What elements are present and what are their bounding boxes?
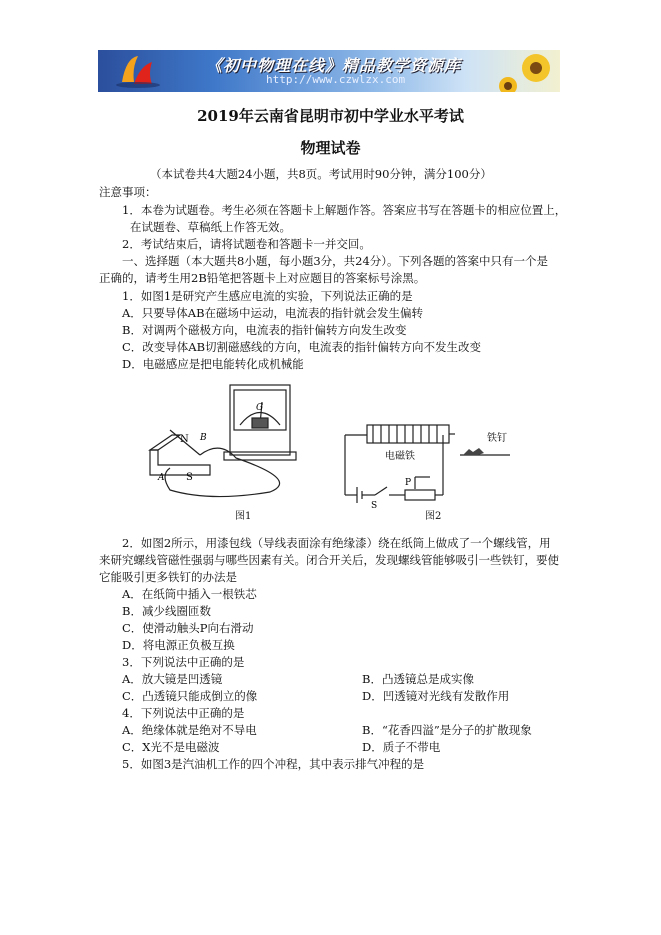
fig2-label-s: S	[371, 501, 378, 510]
q2-stem-1: 2．如图2所示，用漆包线（导线表面涂有绝缘漆）绕在纸筒上做成了一个螺线管，用	[122, 536, 551, 550]
q3-option-c: C．凸透镜只能成倒立的像	[122, 689, 258, 703]
fig1-label-b: B	[200, 433, 207, 443]
fig2-caption: 图2	[425, 511, 442, 522]
note-1-cont: 在试题卷、草稿纸上作答无效。	[130, 220, 291, 234]
section-intro: 一、选择题（本大题共8小题，每小题3分，共24分）。下列各题的答案中只有一个是	[122, 254, 549, 268]
q1-option-d: D．电磁感应是把电能转化成机械能	[122, 357, 304, 371]
q4-option-d: D．质子不带电	[362, 740, 441, 754]
q3-option-a: A．放大镜是凹透镜	[122, 672, 223, 686]
q1-option-b: B．对调两个磁极方向，电流表的指针偏转方向发生改变	[122, 323, 407, 337]
q2-stem-3: 它能吸引更多铁钉的办法是	[99, 570, 237, 584]
fig1-label-a: A	[158, 473, 165, 483]
q1-stem: 1．如图1是研究产生感应电流的实验，下列说法正确的是	[122, 289, 413, 303]
q3-option-d: D．凹透镜对光线有发散作用	[362, 689, 510, 703]
banner-title: 《初中物理在线》精品教学资源库	[206, 56, 462, 75]
q4-option-a: A．绝缘体就是绝对不导电	[122, 723, 257, 737]
q2-option-a: A．在纸筒中插入一根铁芯	[122, 587, 257, 601]
logo-icon	[108, 52, 178, 90]
q2-option-d: D．将电源正负极互换	[122, 638, 235, 652]
exam-info: （本试卷共4大题24小题，共8页。考试用时90分钟，满分100分）	[150, 167, 492, 181]
fig2-label-p: P	[405, 478, 412, 488]
q1-option-a: A．只要导体AB在磁场中运动，电流表的指针就会发生偏转	[122, 306, 424, 320]
q3-option-b: B．凸透镜总是成实像	[362, 672, 474, 686]
q2-option-c: C．使滑动触头P向右滑动	[122, 621, 254, 635]
fig2-label-coil: 电磁铁	[385, 451, 415, 462]
section-intro-cont: 正确的，请考生用2B铅笔把答题卡上对应题目的答案标号涂黑。	[99, 271, 426, 285]
q2-stem-2: 来研究螺线管磁性强弱与哪些因素有关。闭合开关后，发现螺线管能够吸引一些铁钉，要使	[99, 553, 559, 567]
subject-title: 物理试卷	[300, 139, 361, 157]
q4-stem: 4．下列说法中正确的是	[122, 706, 245, 720]
q5-stem: 5．如图3是汽油机工作的四个冲程，其中表示排气冲程的是	[122, 757, 425, 771]
banner-url[interactable]: http://www.czwlzx.com	[266, 73, 406, 86]
q3-stem: 3．下列说法中正确的是	[122, 655, 245, 669]
q1-option-c: C．改变导体AB切割磁感线的方向，电流表的指针偏转方向不发生改变	[122, 340, 482, 354]
fig2-label-nail: 铁钉	[487, 433, 507, 444]
notice-label: 注意事项：	[99, 185, 157, 199]
fig1-label-s: S	[186, 472, 193, 483]
flower-icon	[498, 50, 560, 92]
figure-2	[335, 415, 520, 510]
note-1: 1．本卷为试题卷。考生必须在答题卡上解题作答。答案应书写在答题卡的相应位置上，	[122, 203, 567, 217]
fig1-label-g: G	[256, 403, 264, 413]
note-2: 2．考试结束后，请将试题卷和答题卡一并交回。	[122, 237, 371, 251]
exam-title: 2019年云南省昆明市初中学业水平考试	[197, 107, 464, 125]
figure-1	[140, 380, 330, 510]
header-banner	[98, 50, 560, 92]
q4-option-b: B．“花香四溢”是分子的扩散现象	[362, 723, 532, 737]
fig1-caption: 图1	[235, 511, 252, 522]
fig1-label-n: N	[180, 434, 189, 445]
q4-option-c: C．X光不是电磁波	[122, 740, 220, 754]
q2-option-b: B．减少线圈匝数	[122, 604, 211, 618]
